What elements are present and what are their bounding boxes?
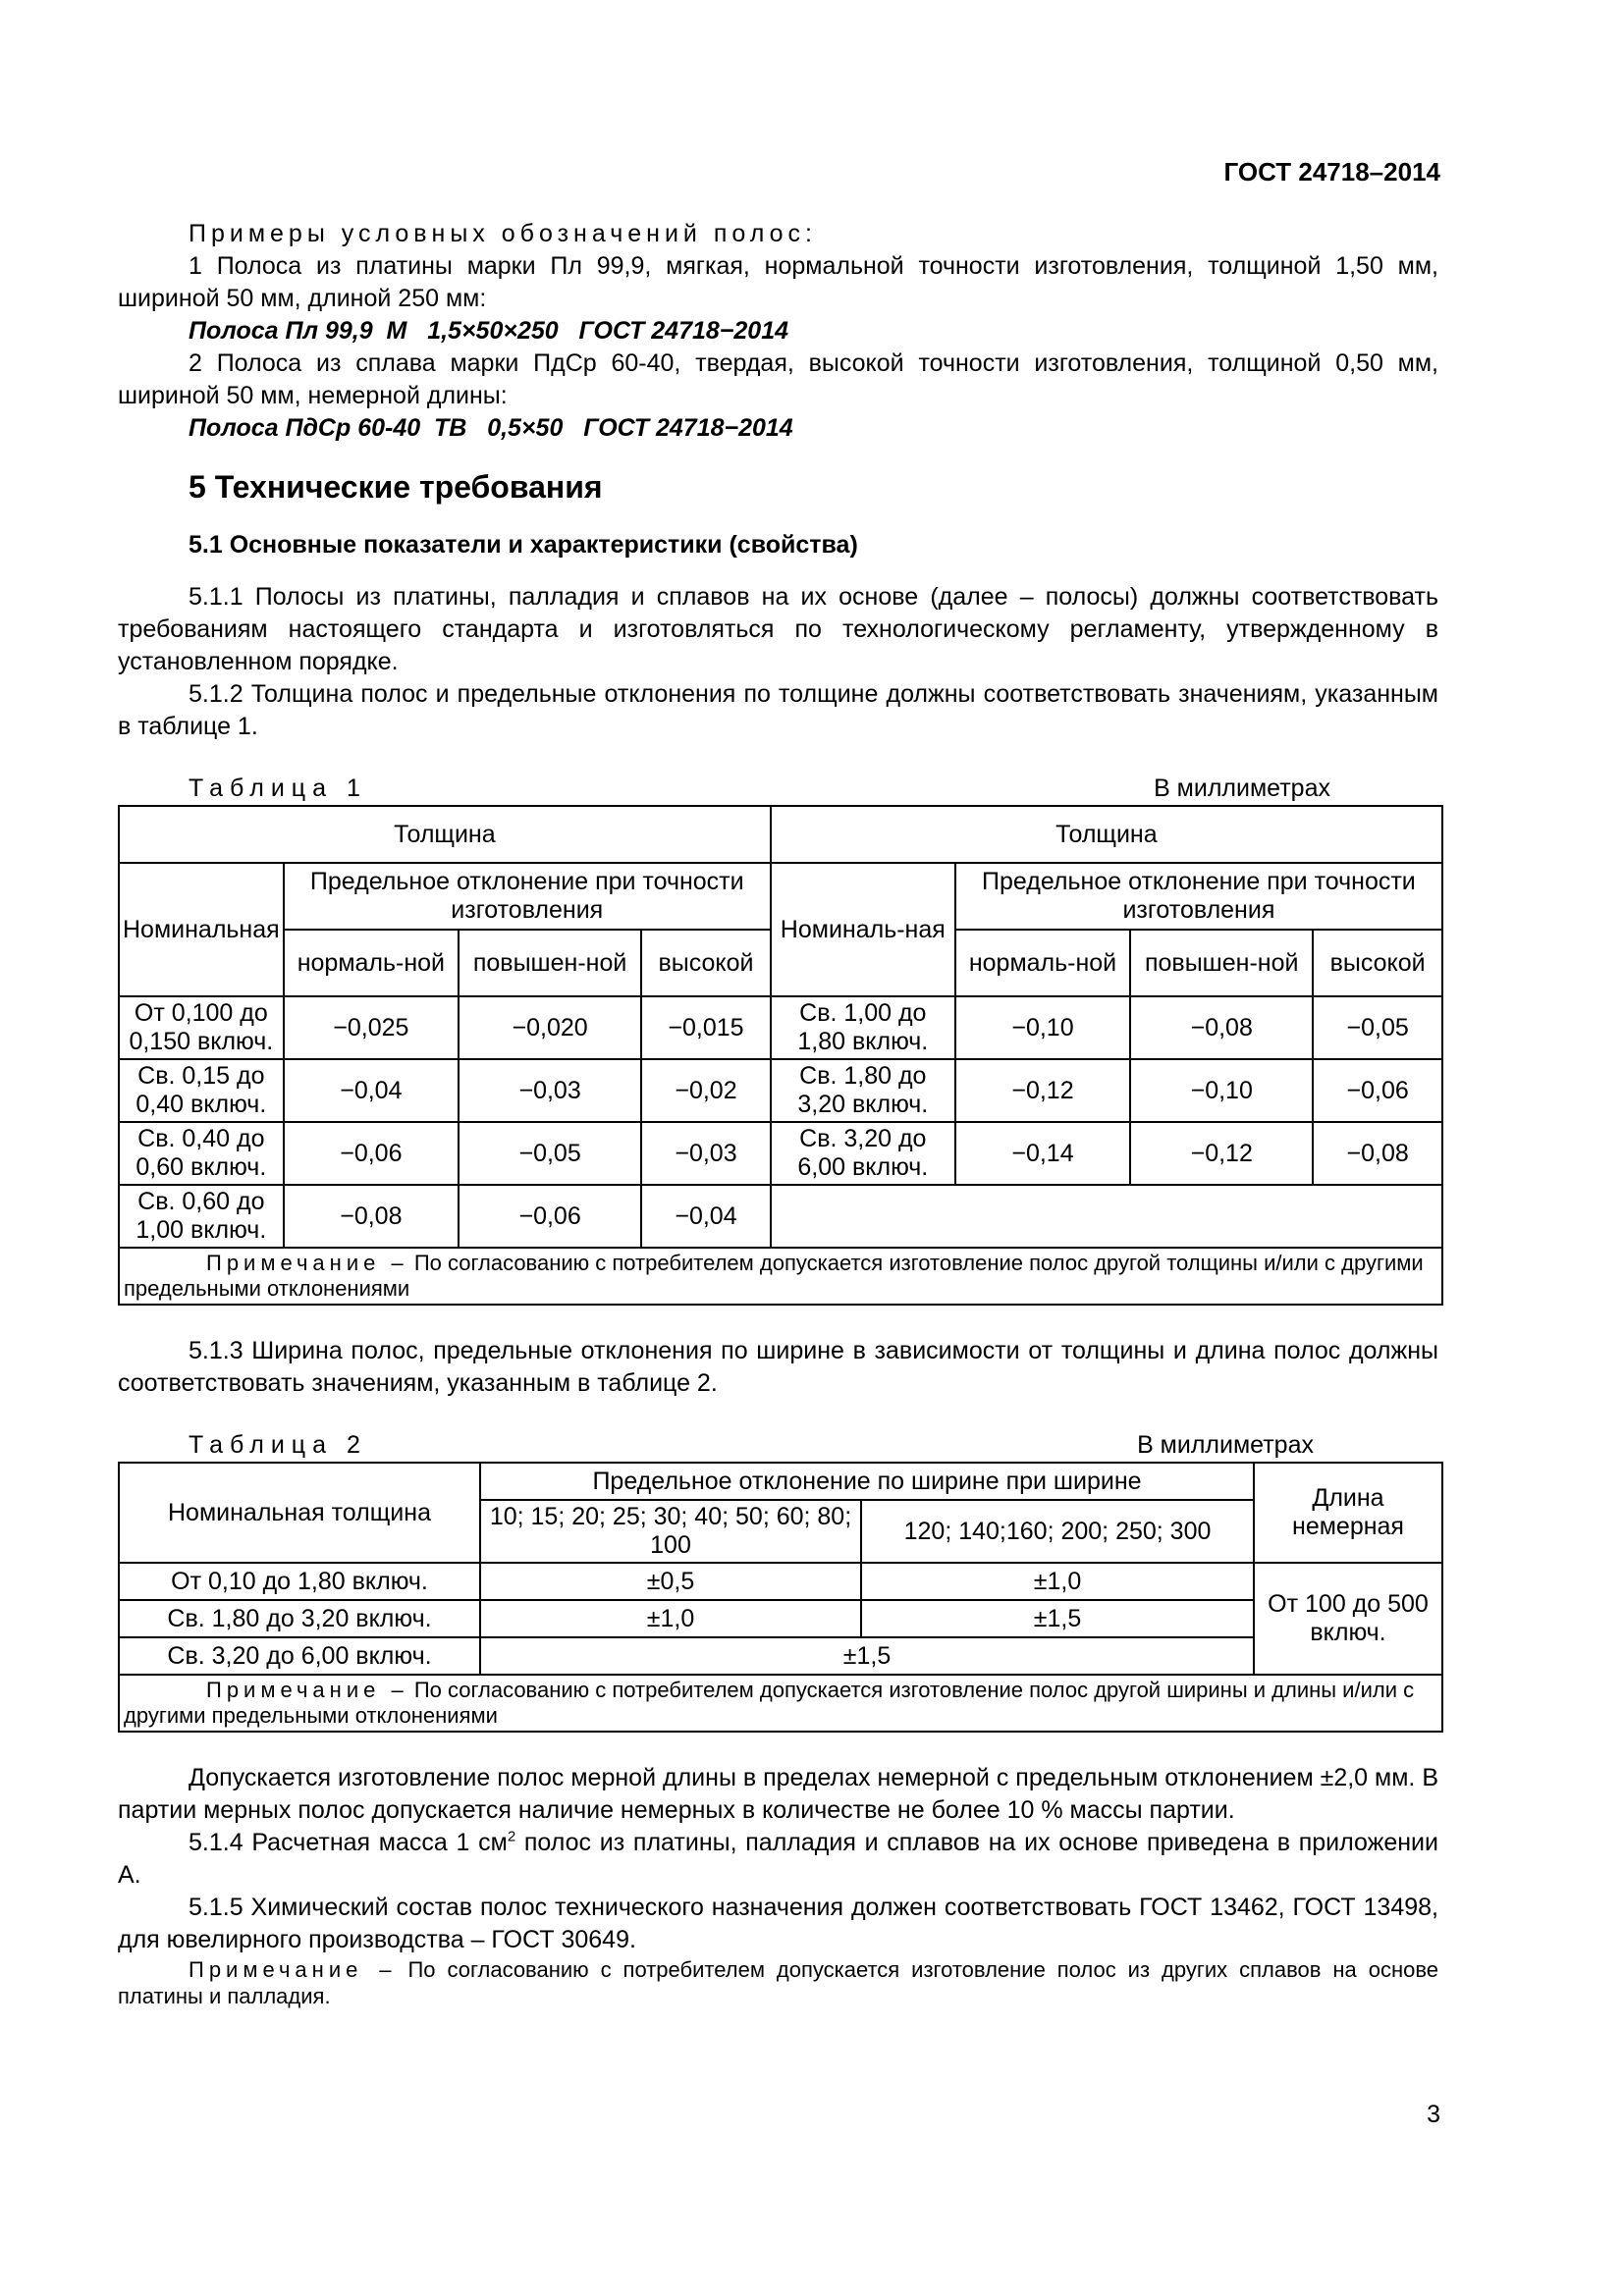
t2-h-len: Длина немерная: [1254, 1463, 1442, 1563]
t1-cell: −0,015: [641, 996, 771, 1059]
table1-caption: Таблица 1: [189, 774, 367, 802]
t2-cell: От 0,10 до 1,80 включ.: [119, 1563, 480, 1600]
note-text: По согласованию с потребителем допускается изготовление полос другой ширины и длины и/или с другими предельными отклонениями: [124, 1678, 1415, 1728]
t1-cell: −0,12: [955, 1059, 1130, 1122]
t1-cell: −0,08: [1313, 1122, 1442, 1185]
table-row: [119, 1122, 1442, 1185]
t2-note: [119, 1675, 1442, 1732]
table-row: [119, 1563, 1442, 1600]
examples-intro: Примеры условных обозначений полос:: [189, 220, 817, 247]
t1-empty-cell: [771, 1185, 1442, 1248]
para-5-1-3: 5.1.3 Ширина полос, предельные отклонения по ширине в зависимости от толщины и длина полос должны соответствовать значениям, указанным в таблице 2.: [118, 1337, 1438, 1397]
content: [118, 218, 1438, 2009]
t1-h-nominal-right: Номиналь-ная: [771, 863, 955, 996]
t1-h-high-left: высокой: [641, 930, 771, 996]
section-title: 5 Технические требования: [189, 469, 603, 505]
t2-h-w1: 10; 15; 20; 25; 30; 40; 50; 60; 80; 100: [480, 1500, 861, 1563]
doc-header: ГОСТ 24718–2014: [1223, 157, 1440, 187]
t1-cell: −0,03: [641, 1122, 771, 1185]
t2-len-val: От 100 до 500 включ.: [1254, 1563, 1442, 1675]
t2-cell: ±1,5: [861, 1600, 1254, 1637]
p514-text-a: 5.1.4 Расчетная масса 1 см: [189, 1829, 508, 1856]
t1-h-nominal-left: Номинальная: [119, 863, 284, 996]
table-row: [119, 1600, 1442, 1637]
t1-cell: −0,03: [459, 1059, 641, 1122]
table2-units: В миллиметрах: [1137, 1431, 1314, 1459]
t2-cell: ±1,0: [861, 1563, 1254, 1600]
t1-cell: Св. 3,20 до 6,00 включ.: [771, 1122, 955, 1185]
t1-cell: −0,05: [1313, 996, 1442, 1059]
t2-cell: ±0,5: [480, 1563, 861, 1600]
t1-cell: Св. 0,60 до 1,00 включ.: [119, 1185, 284, 1248]
t1-cell: −0,08: [1130, 996, 1313, 1059]
table-row: [119, 1637, 1442, 1675]
t1-h-high-right: высокой: [1313, 930, 1442, 996]
t1-h-thick-left: Толщина: [119, 806, 771, 863]
t1-h-normal-right: нормаль-ной: [955, 930, 1130, 996]
table-1: [118, 805, 1443, 1306]
note-label: Примечание –: [206, 1251, 408, 1275]
t1-h-elev-right: повышен-ной: [1130, 930, 1313, 996]
t1-cell: Св. 1,00 до 1,80 включ.: [771, 996, 955, 1059]
t1-cell: −0,05: [459, 1122, 641, 1185]
t1-cell: Св. 0,40 до 0,60 включ.: [119, 1122, 284, 1185]
t1-note: [119, 1248, 1442, 1305]
p514-text-b: полос из платины, палладия и сплавов на их основе приведена в приложении А.: [118, 1829, 1438, 1889]
t1-cell: Св. 0,15 до 0,40 включ.: [119, 1059, 284, 1122]
t1-cell: −0,12: [1130, 1122, 1313, 1185]
note-label: Примечание –: [189, 1957, 397, 1982]
t1-h-normal-left: нормаль-ной: [284, 930, 459, 996]
t1-cell: −0,02: [641, 1059, 771, 1122]
table1-units: В миллиметрах: [1154, 774, 1330, 802]
t1-cell: −0,14: [955, 1122, 1130, 1185]
p514-sup: 2: [507, 1828, 516, 1845]
t1-cell: −0,10: [955, 996, 1130, 1059]
t2-h-w2: 120; 140;160; 200; 250; 300: [861, 1500, 1254, 1563]
note-label: Примечание –: [206, 1678, 408, 1702]
t2-h-nominal: Номинальная толщина: [119, 1463, 480, 1563]
t1-cell: −0,04: [284, 1059, 459, 1122]
designation-2: Полоса ПдСр 60-40 ТВ 0,5×50 ГОСТ 24718−2014: [189, 414, 793, 442]
t1-h-elev-left: повышен-ной: [459, 930, 641, 996]
subsection-title: 5.1 Основные показатели и характеристики (свойства): [189, 531, 858, 559]
t2-cell: ±1,0: [480, 1600, 861, 1637]
table1-caption-row: [118, 773, 1330, 805]
t2-h-dev: Предельное отклонение по ширине при ширине: [480, 1463, 1254, 1500]
example-1: 1 Полоса из платины марки Пл 99,9, мягкая, нормальной точности изготовления, толщиной 1,50 мм, шириной 50 мм, длиной 250 мм:: [118, 252, 1438, 312]
t1-cell: −0,025: [284, 996, 459, 1059]
t2-cell: ±1,5: [480, 1637, 1254, 1675]
table-2: [118, 1462, 1443, 1733]
para-5-1-4: [118, 1827, 1438, 1892]
table-row: [119, 996, 1442, 1059]
para-5-1-1: 5.1.1 Полосы из платины, палладия и сплавов на их основе (далее – полосы) должны соответствовать требованиям настоящего стандарта и изготовляться по технологическому регламенту, утвержденному в установленном порядке.: [118, 583, 1438, 675]
t1-cell: −0,06: [1313, 1059, 1442, 1122]
table2-caption-row: [118, 1429, 1314, 1462]
para-5-1-5: 5.1.5 Химический состав полос технического назначения должен соответствовать ГОСТ 13462, ГОСТ 13498, для ювелирного производства – ГОСТ 30649.: [118, 1894, 1438, 1953]
t1-h-dev-left: Предельное отклонение при точности изготовления: [284, 863, 771, 930]
final-note: [118, 1956, 1438, 2009]
page-number: 3: [1427, 2101, 1440, 2128]
table-row: [119, 1185, 1442, 1248]
t1-h-thick-right: Толщина: [771, 806, 1442, 863]
t1-cell: −0,08: [284, 1185, 459, 1248]
para-5-1-2: 5.1.2 Толщина полос и предельные отклонения по толщине должны соответствовать значениям, указанным в таблице 1.: [118, 680, 1438, 740]
t2-cell: Св. 1,80 до 3,20 включ.: [119, 1600, 480, 1637]
t1-cell: −0,04: [641, 1185, 771, 1248]
note-text: По согласованию с потребителем допускается изготовление полос из других сплавов на основе платины и палладия.: [118, 1957, 1439, 2008]
example-2: 2 Полоса из сплава марки ПдСр 60-40, твердая, высокой точности изготовления, толщиной 0,50 мм, шириной 50 мм, немерной длины:: [118, 349, 1438, 409]
t1-cell: −0,06: [284, 1122, 459, 1185]
t1-cell: −0,020: [459, 996, 641, 1059]
t1-cell: От 0,100 до 0,150 включ.: [119, 996, 284, 1059]
para-allow: Допускается изготовление полос мерной длины в пределах немерной с предельным отклонением ±2,0 мм. В партии мерных полос допускается наличие немерных в количестве не более 10 % массы партии.: [118, 1764, 1438, 1824]
t1-cell: −0,06: [459, 1185, 641, 1248]
t1-h-dev-right: Предельное отклонение при точности изготовления: [955, 863, 1442, 930]
t1-cell: −0,10: [1130, 1059, 1313, 1122]
note-text: По согласованию с потребителем допускается изготовление полос другой толщины и/или с другими предельными отклонениями: [124, 1251, 1424, 1301]
t1-cell: Св. 1,80 до 3,20 включ.: [771, 1059, 955, 1122]
designation-1: Полоса Пл 99,9 М 1,5×50×250 ГОСТ 24718−2014: [189, 317, 789, 345]
table2-caption: Таблица 2: [189, 1431, 367, 1459]
t2-cell: Св. 3,20 до 6,00 включ.: [119, 1637, 480, 1675]
table-row: [119, 1059, 1442, 1122]
